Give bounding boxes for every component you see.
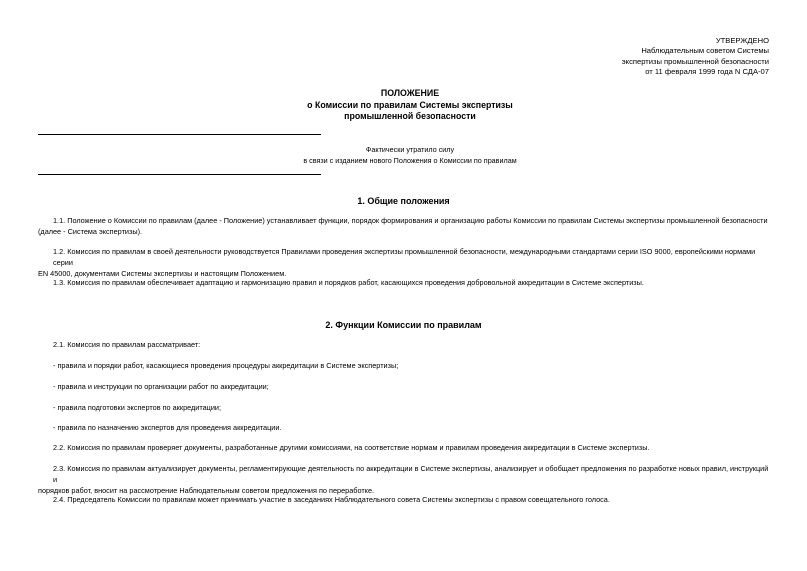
approval-line: экспертизы промышленной безопасности	[621, 56, 769, 66]
paragraph-1-1	[38, 215, 769, 237]
approval-date-line: от 11 февраля 1999 года N СДА-07	[645, 66, 769, 76]
status-line: Фактически утратило силу	[365, 145, 455, 154]
paragraph-1-2	[38, 246, 769, 279]
status-note	[200, 145, 620, 166]
title-line: ПОЛОЖЕНИЕ	[380, 88, 440, 98]
title-line: промышленной безопасности	[344, 111, 476, 121]
list-item: - правила и инструкции по организации работ по аккредитации;	[53, 382, 269, 391]
approval-line: УТВЕРЖДЕНО	[715, 36, 769, 45]
approval-stamp	[622, 36, 769, 77]
divider	[38, 134, 321, 135]
document-title	[200, 88, 620, 123]
paragraph-2-1: 2.1. Комиссия по правилам рассматривает:	[53, 340, 201, 349]
title-line: о Комиссии по правилам Системы экспертизы	[307, 99, 513, 110]
paragraph-text: порядков работ, вносит на рассмотрение Наблюдательным советом предложения по переработке.	[38, 486, 375, 495]
divider	[38, 174, 321, 175]
list-item: - правила подготовки экспертов по аккредитации;	[53, 403, 222, 412]
paragraph-text: 2.3. Комиссия по правилам актуализирует документы, регламентирующие деятельность по аккредитации в Системе экспертизы, анализирует и обобщает предложения по разработке новых правил, инструкций и	[53, 464, 769, 484]
status-line: в связи с изданием нового Положения о Комиссии по правилам	[303, 155, 517, 165]
paragraph-1-3: 1.3. Комиссия по правилам обеспечивает адаптацию и гармонизацию правил и порядков работ, касающихся проведения добровольной аккредитации в Системе экспертизы.	[53, 278, 644, 287]
section-heading: 1. Общие положения	[357, 196, 450, 206]
list-item: - правила по назначению экспертов для проведения аккредитации.	[53, 423, 282, 432]
paragraph-2-3	[38, 463, 769, 496]
paragraph-2-4: 2.4. Председатель Комиссии по правилам может принимать участие в заседаниях Наблюдательного совета Системы экспертизы с правом совещательного голоса.	[53, 495, 610, 504]
approval-line: Наблюдательным советом Системы	[641, 46, 769, 56]
list-item: - правила и порядки работ, касающиеся проведения процедуры аккредитации в Системе экспертизы;	[53, 361, 399, 370]
paragraph-text: EN 45000, документами Системы экспертизы и настоящим Положением.	[38, 269, 287, 278]
paragraph-text: 1.2. Комиссия по правилам в своей деятельности руководствуется Правилами проведения экспертизы промышленной безопасности, международными стандартами серии ISO 9000, европейскими нормами серии	[53, 247, 756, 267]
paragraph-text: 1.1. Положение о Комиссии по правилам (далее - Положение) устанавливает функции, порядок формирования и организацию работы Комиссии по правилам Системы экспертизы промышленной безопасности	[53, 216, 768, 225]
paragraph-text: (далее - Система экспертизы).	[38, 227, 143, 236]
paragraph-2-2: 2.2. Комиссия по правилам проверяет документы, разработанные другими комиссиями, на соответствие нормам и правилам проведения аккредитации в Системе экспертизы.	[53, 443, 650, 452]
section-heading: 2. Функции Комиссии по правилам	[325, 320, 482, 330]
